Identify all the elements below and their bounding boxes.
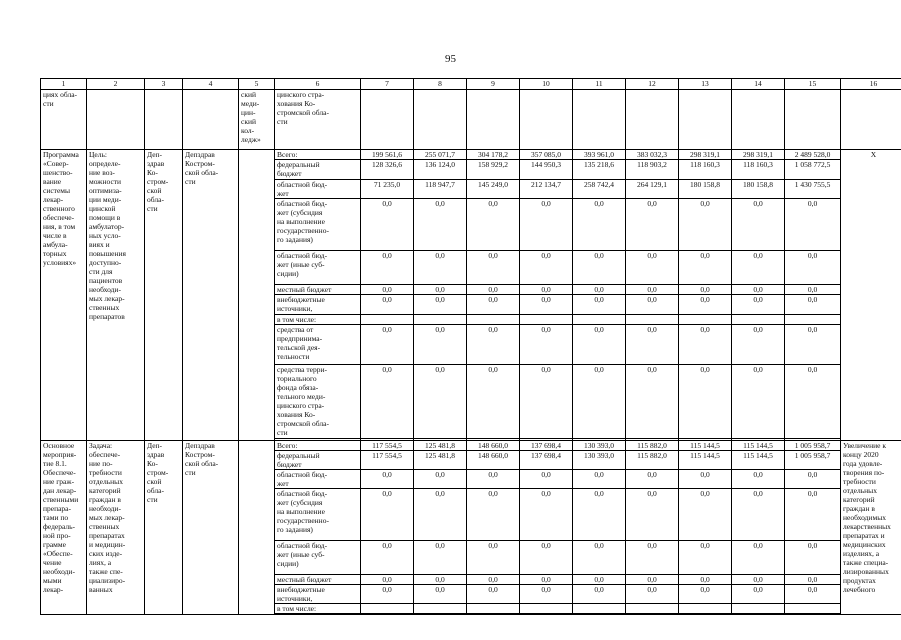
column-number-row (41, 79, 901, 90)
budget-value-cell: 118 160,3 (732, 160, 785, 180)
column-number: 5 (239, 79, 275, 90)
budget-value-cell (573, 315, 626, 325)
budget-value-cell: 1 005 958,7 (785, 451, 841, 470)
budget-value-cell (732, 315, 785, 325)
funding-source-label: федеральный бюджет (275, 451, 361, 470)
budget-value-cell: 0,0 (520, 285, 573, 295)
budget-value-cell: 0,0 (414, 199, 467, 251)
budget-value-cell: 0,0 (573, 541, 626, 575)
budget-value-cell (785, 604, 841, 614)
budget-value-cell: 0,0 (361, 325, 414, 365)
budget-value-cell (679, 315, 732, 325)
funding-source-label: в том числе: (275, 604, 361, 614)
budget-value-cell: 304 178,2 (467, 150, 520, 160)
funding-source-label: местный бюджет (275, 575, 361, 585)
budget-value-cell: 0,0 (573, 365, 626, 439)
budget-value-cell: 0,0 (679, 199, 732, 251)
budget-value-cell: 137 698,4 (520, 451, 573, 470)
budget-value-cell: 0,0 (626, 295, 679, 315)
budget-value-cell: 298 319,1 (732, 150, 785, 160)
budget-value-cell: 0,0 (467, 470, 520, 489)
budget-value-cell: 258 742,4 (573, 180, 626, 199)
column-number: 12 (626, 79, 679, 90)
column-number: 9 (467, 79, 520, 90)
measure-c5 (239, 441, 275, 615)
budget-value-cell: 0,0 (573, 489, 626, 541)
budget-value-cell: 0,0 (785, 251, 841, 285)
budget-value-cell (520, 315, 573, 325)
budget-value-cell: 71 235,0 (361, 180, 414, 199)
budget-value-cell: 0,0 (520, 541, 573, 575)
funding-source-label: внебюджетные источники, (275, 585, 361, 604)
budget-value-cell: 1 058 772,5 (785, 160, 841, 180)
budget-value-cell: 0,0 (520, 470, 573, 489)
column-number: 11 (573, 79, 626, 90)
funding-source-label: средства терри- ториального фонда обяза- тельного меди- цинского стра- хования Ко- стромской обла- сти (275, 365, 361, 439)
budget-value-cell (573, 604, 626, 614)
budget-value-cell: 136 124,0 (414, 160, 467, 180)
budget-value-cell: 180 158,8 (732, 180, 785, 199)
budget-value-cell: 0,0 (520, 575, 573, 585)
budget-value-cell: 0,0 (573, 585, 626, 604)
budget-value-cell: 0,0 (732, 489, 785, 541)
budget-value-cell: 180 158,8 (679, 180, 732, 199)
budget-value-cell: 0,0 (467, 575, 520, 585)
budget-value-cell: 0,0 (414, 489, 467, 541)
budget-value-cell: 144 950,3 (520, 160, 573, 180)
column-number: 15 (785, 79, 841, 90)
budget-value-cell: 115 144,5 (732, 451, 785, 470)
budget-value-cell: 0,0 (414, 285, 467, 295)
budget-value-cell: 0,0 (785, 575, 841, 585)
budget-value-cell: 115 144,5 (679, 451, 732, 470)
budget-value-cell: 130 393,0 (573, 451, 626, 470)
column-number: 10 (520, 79, 573, 90)
funding-source-label: областной бюд- жет (275, 180, 361, 199)
budget-value-cell: 0,0 (573, 285, 626, 295)
budget-value-cell: 125 481,8 (414, 451, 467, 470)
budget-value-cell: 0,0 (520, 199, 573, 251)
budget-value-cell: 0,0 (467, 585, 520, 604)
budget-value-cell: 1 005 958,7 (785, 441, 841, 451)
budget-value-cell: 0,0 (785, 199, 841, 251)
budget-value-cell: 0,0 (732, 470, 785, 489)
budget-value-cell: 0,0 (520, 489, 573, 541)
measure-c3: Деп- здрав Ко- стром- ской обла- сти (145, 441, 183, 615)
funding-source-label: федеральный бюджет (275, 160, 361, 180)
column-number: 16 (841, 79, 901, 90)
budget-value-cell: 115 144,5 (679, 441, 732, 451)
budget-value-cell: 0,0 (679, 489, 732, 541)
column-number: 4 (183, 79, 239, 90)
funding-source-label: внебюджетные источники, (275, 295, 361, 315)
continuation-row (41, 90, 901, 150)
funding-source-label: областной бюд- жет (субсидия на выполнение государственно- го задания) (275, 199, 361, 251)
continuation-col1: циях обла- сти (41, 90, 87, 150)
budget-value-cell: 0,0 (414, 365, 467, 439)
budget-value-cell: 0,0 (785, 295, 841, 315)
budget-value-cell: 0,0 (732, 285, 785, 295)
funding-source-label: областной бюд- жет (иные суб- сидии) (275, 541, 361, 575)
budget-value-cell: 148 660,0 (467, 451, 520, 470)
budget-value-cell: 2 489 528,0 (785, 150, 841, 160)
budget-value-cell: 0,0 (467, 365, 520, 439)
budget-value-cell: 0,0 (414, 470, 467, 489)
budget-value-cell: 118 947,7 (414, 180, 467, 199)
column-number: 13 (679, 79, 732, 90)
budget-value-cell: 0,0 (361, 285, 414, 295)
budget-value-cell: 0,0 (679, 251, 732, 285)
budget-value-cell (361, 604, 414, 614)
measure-c2: Задача: обеспече- ние по- требности отдельных категорий граждан в необходи- мых лекар- ственных препаратах и медицин- ских изде- лиях, а также спе- циализиро- ванных (87, 441, 145, 615)
budget-value-cell: 0,0 (520, 251, 573, 285)
budget-value-cell: 0,0 (573, 295, 626, 315)
budget-value-cell: 0,0 (414, 575, 467, 585)
budget-value-cell: 0,0 (573, 325, 626, 365)
budget-value-cell: 115 882,0 (626, 451, 679, 470)
budget-value-cell: 0,0 (467, 295, 520, 315)
budget-value-cell: 158 929,2 (467, 160, 520, 180)
budget-value-cell: 0,0 (573, 575, 626, 585)
budget-value-cell: 255 071,7 (414, 150, 467, 160)
budget-value-cell: 0,0 (626, 470, 679, 489)
budget-value-cell (679, 604, 732, 614)
budget-value-cell: 118 903,2 (626, 160, 679, 180)
page-number: 95 (445, 53, 456, 65)
budget-value-cell: 145 249,0 (467, 180, 520, 199)
budget-value-cell: 0,0 (361, 365, 414, 439)
budget-value-cell: 0,0 (679, 585, 732, 604)
budget-value-cell: 0,0 (626, 489, 679, 541)
budget-value-cell: 0,0 (414, 541, 467, 575)
funding-source-label: Всего: (275, 150, 361, 160)
measure-c4: Депздрав Костром- ской обла- сти (183, 441, 239, 615)
measure-c16: Увеличение к концу 2020 года удовле- творения по- требности отдельных категорий граждан в необходимых лекарственных препаратах и медицинских изделиях, а также специа- лизированных продуктах лечебного (841, 441, 901, 615)
funding-source-label: в том числе: (275, 315, 361, 325)
budget-value-cell (361, 315, 414, 325)
funding-source-label: областной бюд- жет (275, 470, 361, 489)
column-number: 3 (145, 79, 183, 90)
budget-value-cell: 0,0 (785, 285, 841, 295)
budget-value-cell: 0,0 (361, 470, 414, 489)
budget-value-cell: 212 134,7 (520, 180, 573, 199)
budget-value-cell: 0,0 (732, 251, 785, 285)
budget-value-cell: 0,0 (785, 325, 841, 365)
column-number: 1 (41, 79, 87, 90)
budget-value-cell: 137 698,4 (520, 441, 573, 451)
budget-value-cell: 0,0 (467, 541, 520, 575)
budget-value-cell: 0,0 (732, 295, 785, 315)
budget-value-cell (467, 315, 520, 325)
funding-source-label: Всего: (275, 441, 361, 451)
budget-value-cell: 0,0 (361, 199, 414, 251)
programme-row (41, 150, 901, 160)
budget-value-cell: 0,0 (679, 575, 732, 585)
budget-value-cell: 0,0 (361, 575, 414, 585)
budget-value-cell: 0,0 (626, 541, 679, 575)
budget-value-cell: 383 032,3 (626, 150, 679, 160)
budget-value-cell: 0,0 (414, 585, 467, 604)
budget-value-cell: 115 882,0 (626, 441, 679, 451)
budget-value-cell: 0,0 (626, 285, 679, 295)
budget-value-cell: 298 319,1 (679, 150, 732, 160)
budget-value-cell: 115 144,5 (732, 441, 785, 451)
budget-value-cell: 0,0 (679, 325, 732, 365)
budget-value-cell: 0,0 (361, 295, 414, 315)
budget-value-cell: 0,0 (626, 325, 679, 365)
programme-c3: Деп- здрав Ко- стром- ской обла- сти (145, 150, 183, 441)
programme-c5 (239, 150, 275, 441)
funding-source-label: средства от предпринима- тельской дея- тельности (275, 325, 361, 365)
budget-value-cell: 0,0 (520, 295, 573, 315)
column-number: 6 (275, 79, 361, 90)
budget-value-cell (732, 604, 785, 614)
budget-value-cell: 0,0 (361, 489, 414, 541)
measure-c1: Основное мероприя- тие 8.1. Обеспече- ние граж- дан лекар- ственными препара- тами по федераль- ной про- грамме «Обеспе- чение необходи- мыми лекар- (41, 441, 87, 615)
column-number: 8 (414, 79, 467, 90)
budget-value-cell: 0,0 (679, 285, 732, 295)
continuation-col5: ский меди- цин- ский кол- ледж» (239, 90, 275, 150)
budget-value-cell: 0,0 (414, 325, 467, 365)
programme-c16: Х (841, 150, 901, 441)
budget-value-cell: 0,0 (785, 470, 841, 489)
budget-value-cell: 130 393,0 (573, 441, 626, 451)
budget-value-cell: 0,0 (732, 365, 785, 439)
column-number: 7 (361, 79, 414, 90)
budget-value-cell: 0,0 (573, 199, 626, 251)
programme-c4: Депздрав Костром- ской обла- сти (183, 150, 239, 441)
budget-value-cell: 0,0 (520, 365, 573, 439)
budget-value-cell: 135 218,6 (573, 160, 626, 180)
budget-value-cell: 148 660,0 (467, 441, 520, 451)
budget-value-cell: 0,0 (626, 199, 679, 251)
budget-value-cell: 393 961,0 (573, 150, 626, 160)
budget-value-cell: 117 554,5 (361, 451, 414, 470)
budget-value-cell: 0,0 (467, 199, 520, 251)
budget-value-cell: 0,0 (467, 489, 520, 541)
budget-value-cell: 0,0 (626, 365, 679, 439)
budget-value-cell: 1 430 755,5 (785, 180, 841, 199)
budget-value-cell: 0,0 (785, 489, 841, 541)
budget-value-cell: 128 326,6 (361, 160, 414, 180)
budget-value-cell: 117 554,5 (361, 441, 414, 451)
continuation-col6: цинского стра- хования Ко- стромской обла- сти (275, 90, 361, 150)
budget-value-cell (414, 315, 467, 325)
budget-value-cell: 0,0 (467, 285, 520, 295)
budget-value-cell: 0,0 (361, 251, 414, 285)
column-number: 14 (732, 79, 785, 90)
budget-value-cell: 0,0 (679, 295, 732, 315)
funding-source-label: областной бюд- жет (иные суб- сидии) (275, 251, 361, 285)
budget-table (40, 78, 901, 615)
budget-value-cell: 0,0 (785, 585, 841, 604)
programme-c2: Цель: определе- ние воз- можности оптимиза- ции меди- цинской помощи в амбулатор- ных усло- виях и повышения доступно- сти для пациентов необходи- мых лекар- ственных препаратов (87, 150, 145, 441)
budget-value-cell (626, 315, 679, 325)
budget-value-cell (467, 604, 520, 614)
budget-value-cell: 0,0 (732, 325, 785, 365)
programme-c1: Программа «Совер- шенство- вание системы лекар- ственного обеспече- ния, в том числе в амбула- торных условиях» (41, 150, 87, 441)
budget-value-cell: 0,0 (414, 295, 467, 315)
budget-value-cell: 0,0 (732, 199, 785, 251)
budget-value-cell: 0,0 (467, 251, 520, 285)
budget-value-cell (414, 604, 467, 614)
budget-value-cell: 0,0 (679, 470, 732, 489)
budget-value-cell: 357 085,0 (520, 150, 573, 160)
budget-value-cell: 0,0 (732, 585, 785, 604)
budget-value-cell: 0,0 (732, 575, 785, 585)
budget-value-cell: 118 160,3 (679, 160, 732, 180)
budget-value-cell: 0,0 (626, 575, 679, 585)
budget-value-cell: 0,0 (626, 251, 679, 285)
budget-value-cell: 0,0 (573, 251, 626, 285)
budget-value-cell: 0,0 (414, 251, 467, 285)
budget-value-cell (520, 604, 573, 614)
budget-value-cell: 0,0 (573, 470, 626, 489)
budget-value-cell: 0,0 (361, 585, 414, 604)
budget-value-cell: 125 481,8 (414, 441, 467, 451)
funding-source-label: местный бюджет (275, 285, 361, 295)
budget-value-cell: 0,0 (732, 541, 785, 575)
budget-value-cell (785, 315, 841, 325)
budget-value-cell: 0,0 (520, 585, 573, 604)
column-number: 2 (87, 79, 145, 90)
budget-value-cell: 0,0 (520, 325, 573, 365)
budget-value-cell (626, 604, 679, 614)
budget-value-cell: 0,0 (785, 541, 841, 575)
budget-value-cell: 264 129,1 (626, 180, 679, 199)
measure-row (41, 441, 901, 451)
budget-value-cell: 0,0 (679, 541, 732, 575)
budget-value-cell: 0,0 (626, 585, 679, 604)
budget-value-cell: 0,0 (679, 365, 732, 439)
budget-value-cell: 0,0 (467, 325, 520, 365)
budget-value-cell: 0,0 (785, 365, 841, 439)
budget-value-cell: 0,0 (361, 541, 414, 575)
budget-value-cell: 199 561,6 (361, 150, 414, 160)
funding-source-label: областной бюд- жет (субсидия на выполнение государственно- го задания) (275, 489, 361, 541)
